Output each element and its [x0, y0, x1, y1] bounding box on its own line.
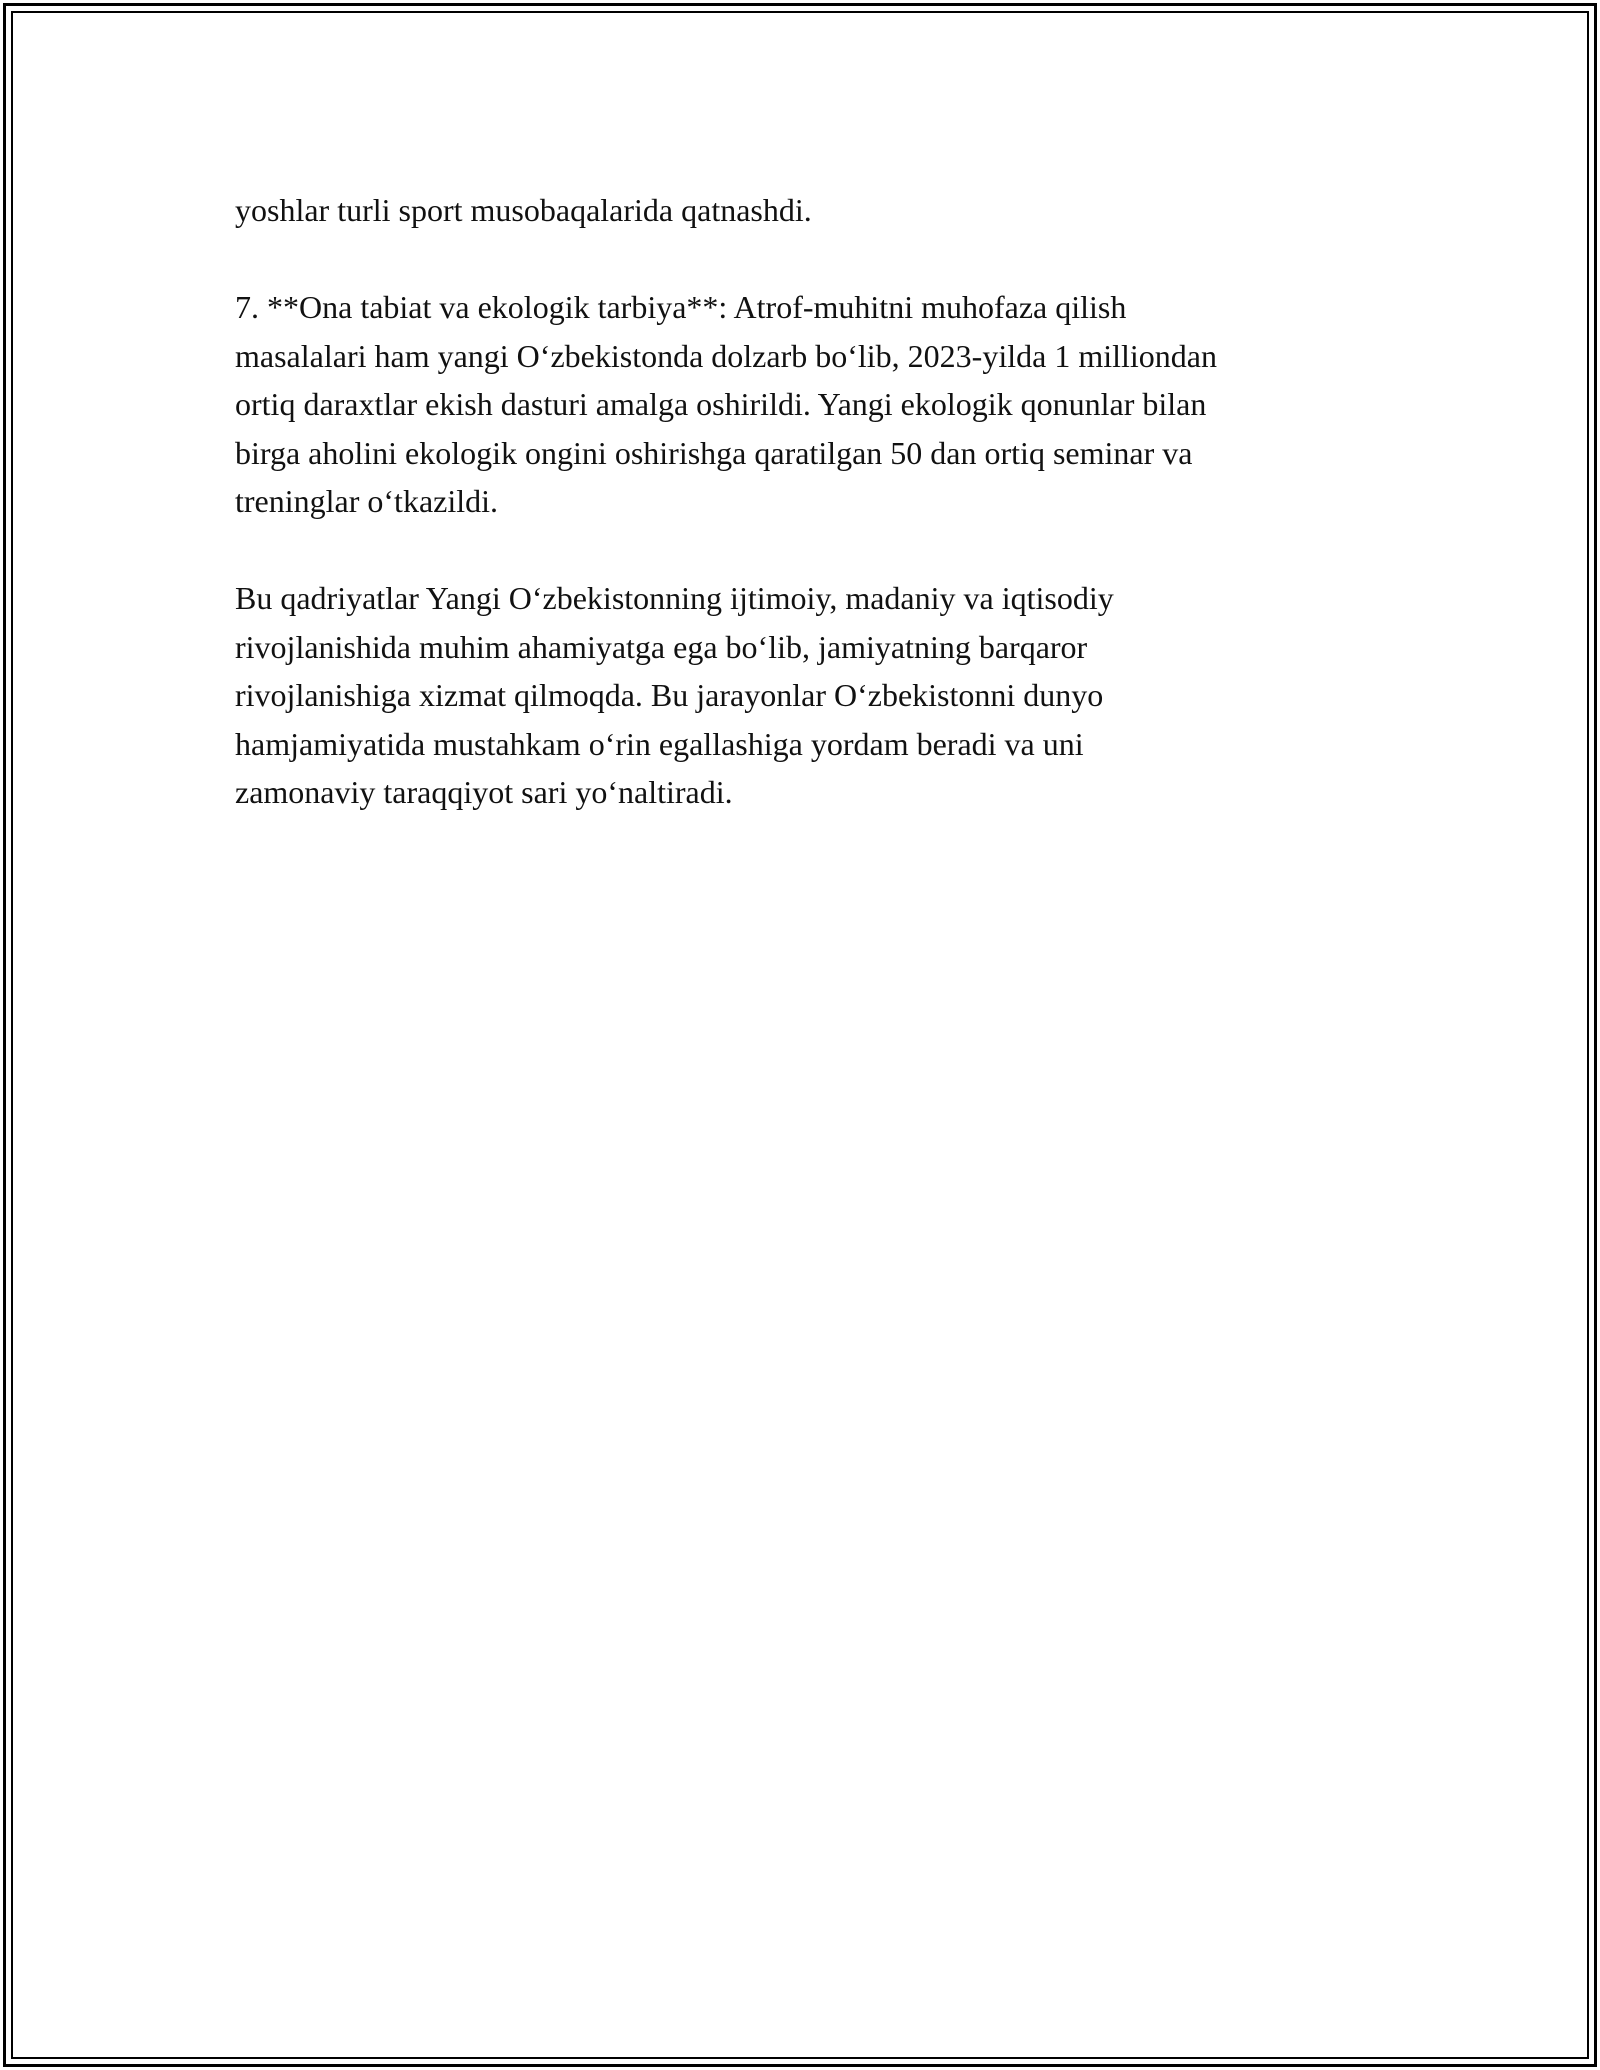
paragraph-gap: [235, 235, 1395, 284]
paragraph-2-line-5: treninglar o‘tkazildi.: [235, 483, 499, 519]
paragraph-2-line-1: 7. **Ona tabiat va ekologik tarbiya**: Atrof-muhitni muhofaza qilish: [235, 289, 1127, 325]
paragraph-3-line-2: rivojlanishida muhim ahamiyatga ega bo‘lib, jamiyatning barqaror: [235, 628, 1088, 665]
paragraph-gap: [235, 526, 1395, 575]
paragraph-3-line-5: zamonaviy taraqqiyot sari yo‘naltiradi.: [235, 774, 733, 810]
paragraph-2-line-4: birga aholini ekologik ongini oshirishga qaratilgan 50 dan ortiq seminar va: [235, 434, 1193, 471]
paragraph-2-line-3: ortiq daraxtlar ekish dasturi amalga oshirildi. Yangi ekologik qonunlar bilan: [235, 386, 1207, 422]
paragraph-3-line-3: rivojlanishiga xizmat qilmoqda. Bu jarayonlar O‘zbekistonni dunyo: [235, 677, 1104, 713]
paragraph-1-line-1: yoshlar turli sport musobaqalarida qatnashdi.: [235, 192, 812, 228]
paragraph-3-line-4: hamjamiyatida mustahkam o‘rin egallashiga yordam beradi va uni: [235, 725, 1084, 762]
document-body: [235, 186, 1395, 817]
paragraph-2-line-2: masalalari ham yangi O‘zbekistonda dolzarb bo‘lib, 2023-yilda 1 milliondan: [235, 337, 1217, 374]
paragraph-3-line-1: Bu qadriyatlar Yangi O‘zbekistonning ijtimoiy, madaniy va iqtisodiy: [235, 580, 1114, 616]
